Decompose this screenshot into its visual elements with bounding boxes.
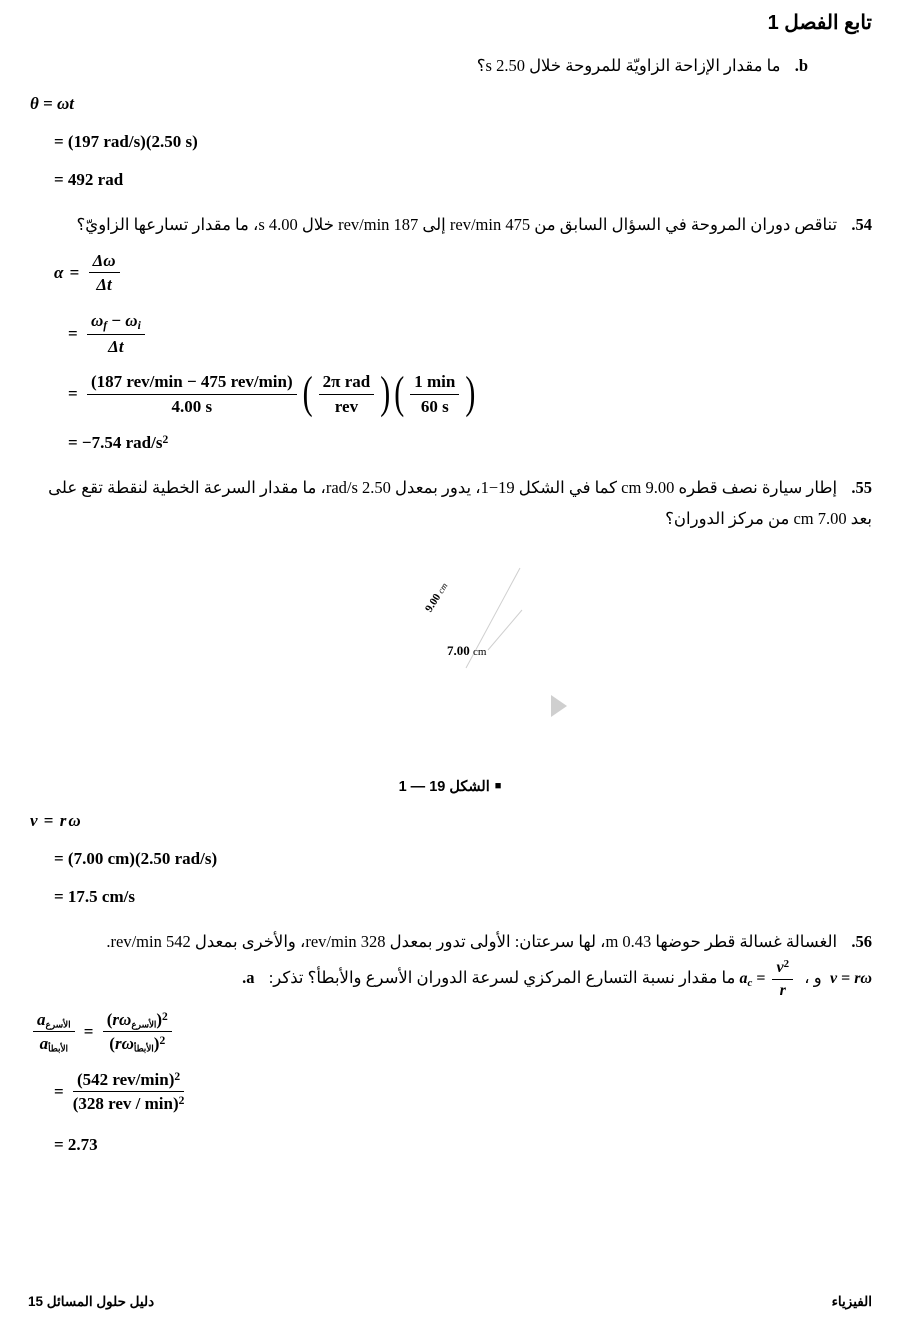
eq54-numerator: (187 rev/min − 475 rev/min) [87, 371, 297, 394]
eq54-result: = −7.54 rad/s [68, 433, 163, 453]
equation-b-1: θ = ωt [30, 93, 75, 113]
problem-b-statement: ما مقدار الإزاحة الزاويّة للمروحة خلال 2.50 s؟ [476, 56, 781, 75]
page-title: تابع الفصل 1 [767, 12, 872, 34]
problem-b-text [28, 51, 872, 82]
problem-56-statement: الغسالة غسالة قطر حوضها 0.43 m، لها سرعتان: الأولى تدور بمعدل 328 rev/min، والأخرى بمعدل 542 rev/min. [106, 932, 838, 952]
equation-55-1: v = r ω [30, 811, 81, 831]
eq54-p1-den: rev [334, 396, 359, 416]
problem-55-label: 55. [851, 478, 872, 498]
caption-bullet-icon: ■ [494, 780, 502, 793]
tire-diagram-icon [458, 550, 588, 700]
problem-56a-label: a. [242, 967, 255, 987]
page-footer [28, 1294, 872, 1310]
problem-56a-recall-2: $a_c$ = $\frac{v^2}{r}$ [740, 958, 797, 1001]
equation-b-3: = 492 rad [54, 169, 124, 189]
equation-b-2: = (197 rad/s)(2.50 s) [54, 131, 198, 151]
problem-54-statement: تناقص دوران المروحة في السؤال السابق من 475 rev/min إلى 187 rev/min خلال 4.00 s، ما مقدار تسارعها الزاويّ؟ [76, 214, 838, 234]
equation-54-1: α = $\frac{\Delta\omega}{\Delta t}$ [54, 250, 872, 296]
equation-54-2: = $\frac{\omega_f - \omega_i}{\Delta t}$ [68, 310, 872, 358]
problem-56-text [28, 927, 872, 958]
equation-56-3: = 2.73 [54, 1134, 98, 1154]
eq54-p2-num: 1 min [410, 371, 459, 394]
equation-54-4 [68, 433, 872, 453]
problem-56a-recall: v = rω [829, 969, 872, 987]
play-triangle-icon [551, 695, 567, 717]
document-page [0, 10, 900, 1324]
figure-inner-radius-label: 7.00 cm [447, 643, 487, 659]
eq54-denominator: 4.00 s [171, 396, 213, 416]
footer-left: دليل حلول المسائل 15 [28, 1294, 155, 1309]
equation-56-1: $\frac{\text{aالأسرع}}{\text{aالأبطأ}}$ = $\frac{(r\omega الأسرع)^2}{(r\omega الأبطأ)^2}$ [30, 1009, 872, 1055]
eq56-den: (328 rev / min) [72, 1094, 179, 1114]
eq54-p2-den: 60 s [420, 396, 449, 416]
eq54-p1-num: 2π rad [319, 371, 375, 394]
equation-55-3: = 17.5 cm/s [54, 887, 135, 907]
problem-b-label: b. [794, 56, 808, 75]
problem-56-label: 56. [851, 932, 872, 952]
footer-right: الفيزياء [831, 1294, 872, 1309]
figure-outer-radius-label: 9.00 cm [423, 581, 450, 615]
eq54-result-exp: 2 [162, 432, 169, 446]
problem-56a-statement: ما مقدار نسبة التسارع المركزي لسرعة الدوران الأسرع والأبطأ؟ تذكر: [268, 967, 736, 987]
problem-54-label: 54. [851, 214, 872, 234]
problem-55-text [28, 473, 872, 534]
problem-56a-text: v = rω و ، $a_c$ = $\frac{v^2}{r}$ ما مقدار نسبة التسارع المركزي لسرعة الدوران الأسرع والأبطأ؟ تذكر: a. [242, 957, 872, 999]
figure-caption: ■الشكل 19 — 1 [398, 779, 502, 796]
eq56-num: (542 rev/min) [76, 1070, 175, 1090]
equation-55-2: = (7.00 cm)(2.50 rad/s) [54, 849, 218, 869]
equation-56-2: = $\frac{(542 rev/\min)^2}{(328 rev / \min)^2}$ [54, 1069, 185, 1114]
figure-19-1 [28, 540, 872, 775]
problem-55-statement: إطار سيارة نصف قطره 9.00 cm كما في الشكل 19−1، يدور بمعدل 2.50 rad/s، ما مقدار السرعة الخطية لنقطة تقع على بعد 7.00 cm من مركز الدوران؟ [48, 478, 872, 528]
problem-54-text [28, 210, 872, 241]
equation-54-3: = $\frac{\text{(187 rev/min − 475 rev/min)}}{4.00 s}$ ( $\frac{\text{2π rad}}{\text{rev}}$ ) ( $\frac{1 \min}{60 s}$ ) [68, 368, 476, 419]
